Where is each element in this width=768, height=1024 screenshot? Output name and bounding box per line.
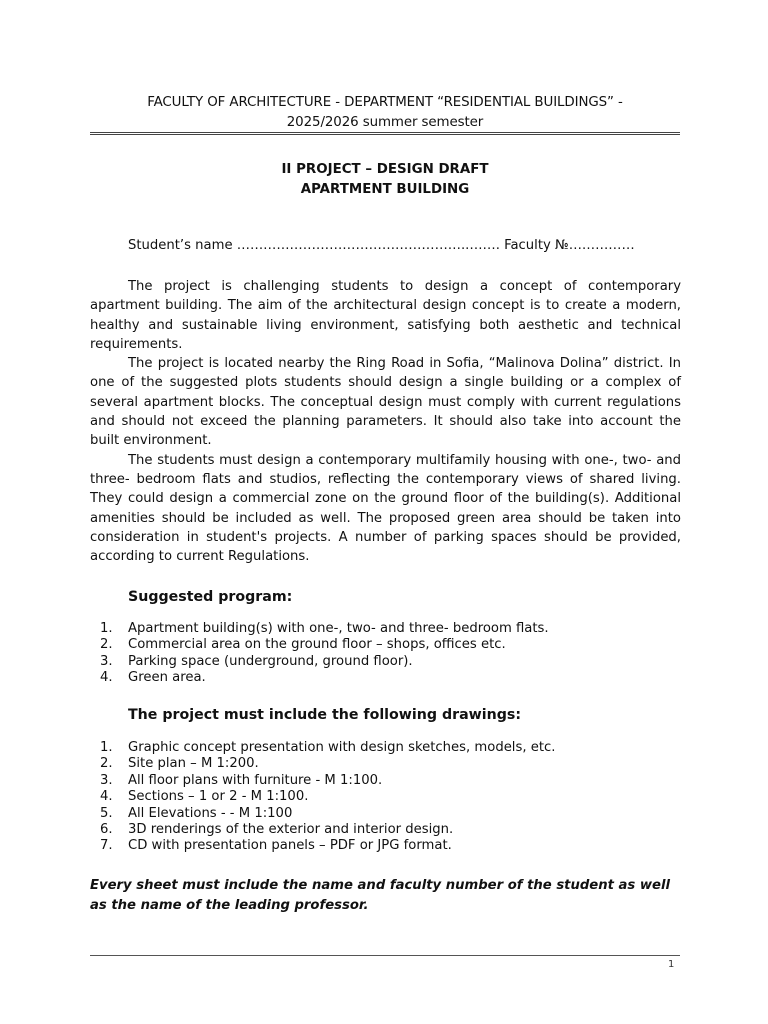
header-line-1: FACULTY OF ARCHITECTURE - DEPARTMENT “RESIDENTIAL BUILDINGS” - [147,95,623,110]
header-line-2: 2025/2026 summer semester [286,115,484,130]
drawings-heading: The project must include the following drawings: [128,707,522,723]
list-item: 6. 3D renderings of the exterior and interior design. [100,822,454,838]
sheet-requirement-note: Every sheet must include the name and faculty number of the student as well as the name of the leading professor. [90,878,671,913]
list-item: 4. Green area. [100,670,206,686]
list-item: 1. Apartment building(s) with one-, two- and three- bedroom flats. [100,621,549,636]
document-header [90,93,680,133]
header-divider [90,132,680,135]
list-item: 3. Parking space (underground, ground floor). [100,653,413,669]
program-list [90,621,549,687]
document-title [90,160,680,200]
list-item: 1. Graphic concept presentation with design sketches, models, etc. [100,740,556,755]
title-line-2: APARTMENT BUILDING [300,182,470,197]
project-description [90,277,681,566]
drawings-list [90,740,555,855]
list-item: 5. All Elevations - - M 1:100 [100,805,293,821]
title-line-1: II PROJECT – DESIGN DRAFT [281,162,489,177]
paragraph: The project is located nearby the Ring Road in Sofia, “Malinova Dolina” district. In one of the suggested plots students should design a single building or a complex of several apartment blocks. The conceptual design must comply with current regulations and should not exceed the planning parameters. It should also take into account the built environment. [90,356,681,449]
list-item: 7. CD with presentation panels – PDF or JPG format. [100,838,452,854]
program-heading: Suggested program: [128,589,293,605]
list-item: 4. Sections – 1 or 2 - M 1:100. [100,789,309,805]
list-item: 3. All floor plans with furniture - M 1:100. [100,772,383,788]
page-number: 1 [668,959,675,970]
student-info-line: Student’s name ……………………………………………..……. Faculty №…………… [128,238,635,253]
paragraph: The project is challenging students to design a concept of contemporary apartment building. The aim of the architectural design concept is to create a modern, healthy and sustainable living environment, satisfying both aesthetic and technical requirements. [90,279,681,352]
list-item: 2. Site plan – M 1:200. [100,756,259,772]
paragraph: The students must design a contemporary multifamily housing with one-, two- and three- bedroom flats and studios, reflecting the contemporary views of shared living. They could design a commercial zone on the ground floor of the building(s). Additional amenities should be included as well. The proposed green area should be taken into consideration in student's projects. A number of parking spaces should be provided, according to current Regulations. [90,452,681,565]
list-item: 2. Commercial area on the ground floor – shops, offices etc. [100,637,506,653]
footer-divider [90,955,680,956]
